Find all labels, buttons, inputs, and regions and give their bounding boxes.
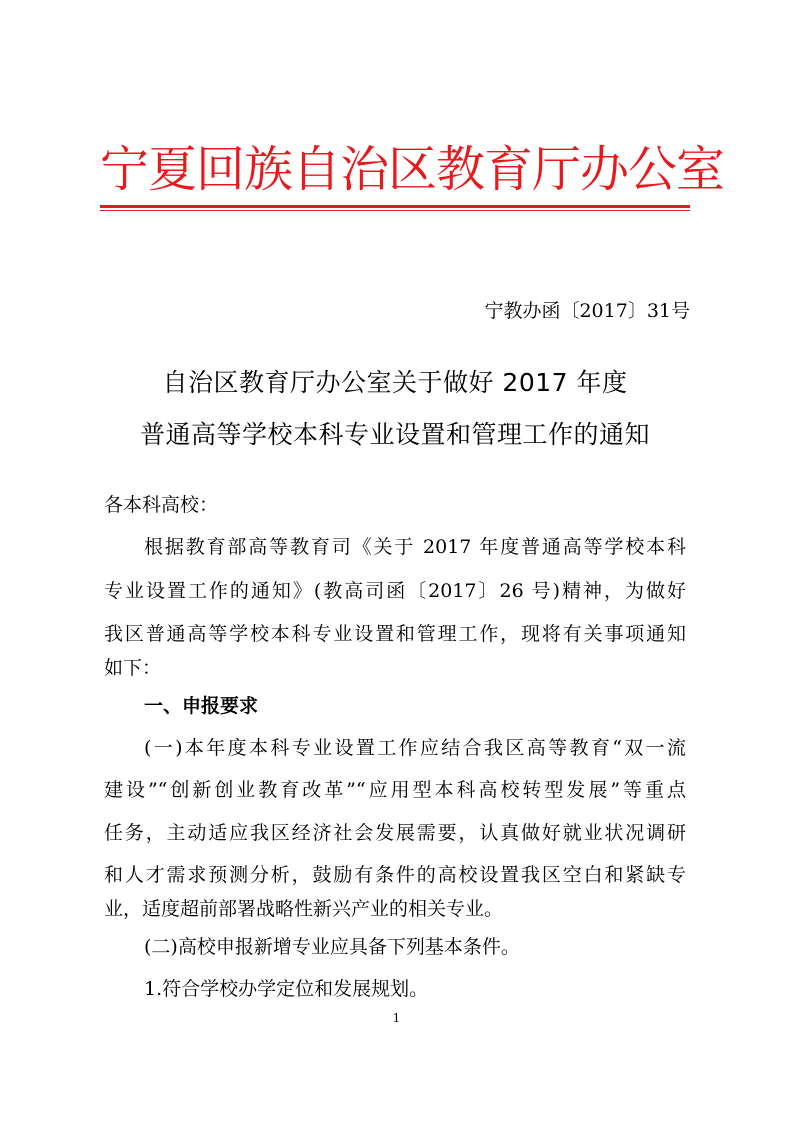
item-2-text: (二)高校申报新增专业应具备下列基本条件。 [144,936,520,958]
section-heading-requirements: 一、申报要求 [144,695,259,717]
paragraph-line: 专业设置工作的通知》(教高司函〔2017〕26 号)精神，为做好 [104,580,686,602]
document-title-line-1: 自治区教育厅办公室关于做好 2017 年度 [162,368,628,397]
item-1-line: (一)本年度本科专业设置工作应结合我区高等教育“双一流 [144,737,686,759]
item-1-line: 业，适度超前部署战略性新兴产业的相关专业。 [104,898,504,920]
page-number: 1 [392,1011,401,1025]
document-title-line-2: 普通高等学校本科专业设置和管理工作的通知 [139,420,650,449]
item-1-line: 和人才需求预测分析，鼓励有条件的高校设置我区空白和紧缺专 [104,864,686,886]
salutation: 各本科高校： [104,494,219,516]
document-number: 宁教办函〔2017〕31号 [484,300,690,322]
paragraph-line: 根据教育部高等教育司《关于 2017 年度普通高等学校本科 [144,536,686,558]
red-header-rule-thin [100,210,690,211]
red-header-rule-thick [100,205,690,208]
paragraph-line: 如下： [104,657,162,679]
item-1-line: 任务，主动适应我区经济社会发展需要，认真做好就业状况调研 [104,822,686,844]
paragraph-line: 我区普通高等学校本科专业设置和管理工作，现将有关事项通知 [104,623,686,645]
issuing-office-title: 宁夏回族自治区教育厅办公室 [100,141,725,198]
item-2-point-1: 1.符合学校办学定位和发展规划。 [144,978,429,1000]
item-1-line: 建设”“创新创业教育改革”“应用型本科高校转型发展”等重点 [104,779,686,801]
